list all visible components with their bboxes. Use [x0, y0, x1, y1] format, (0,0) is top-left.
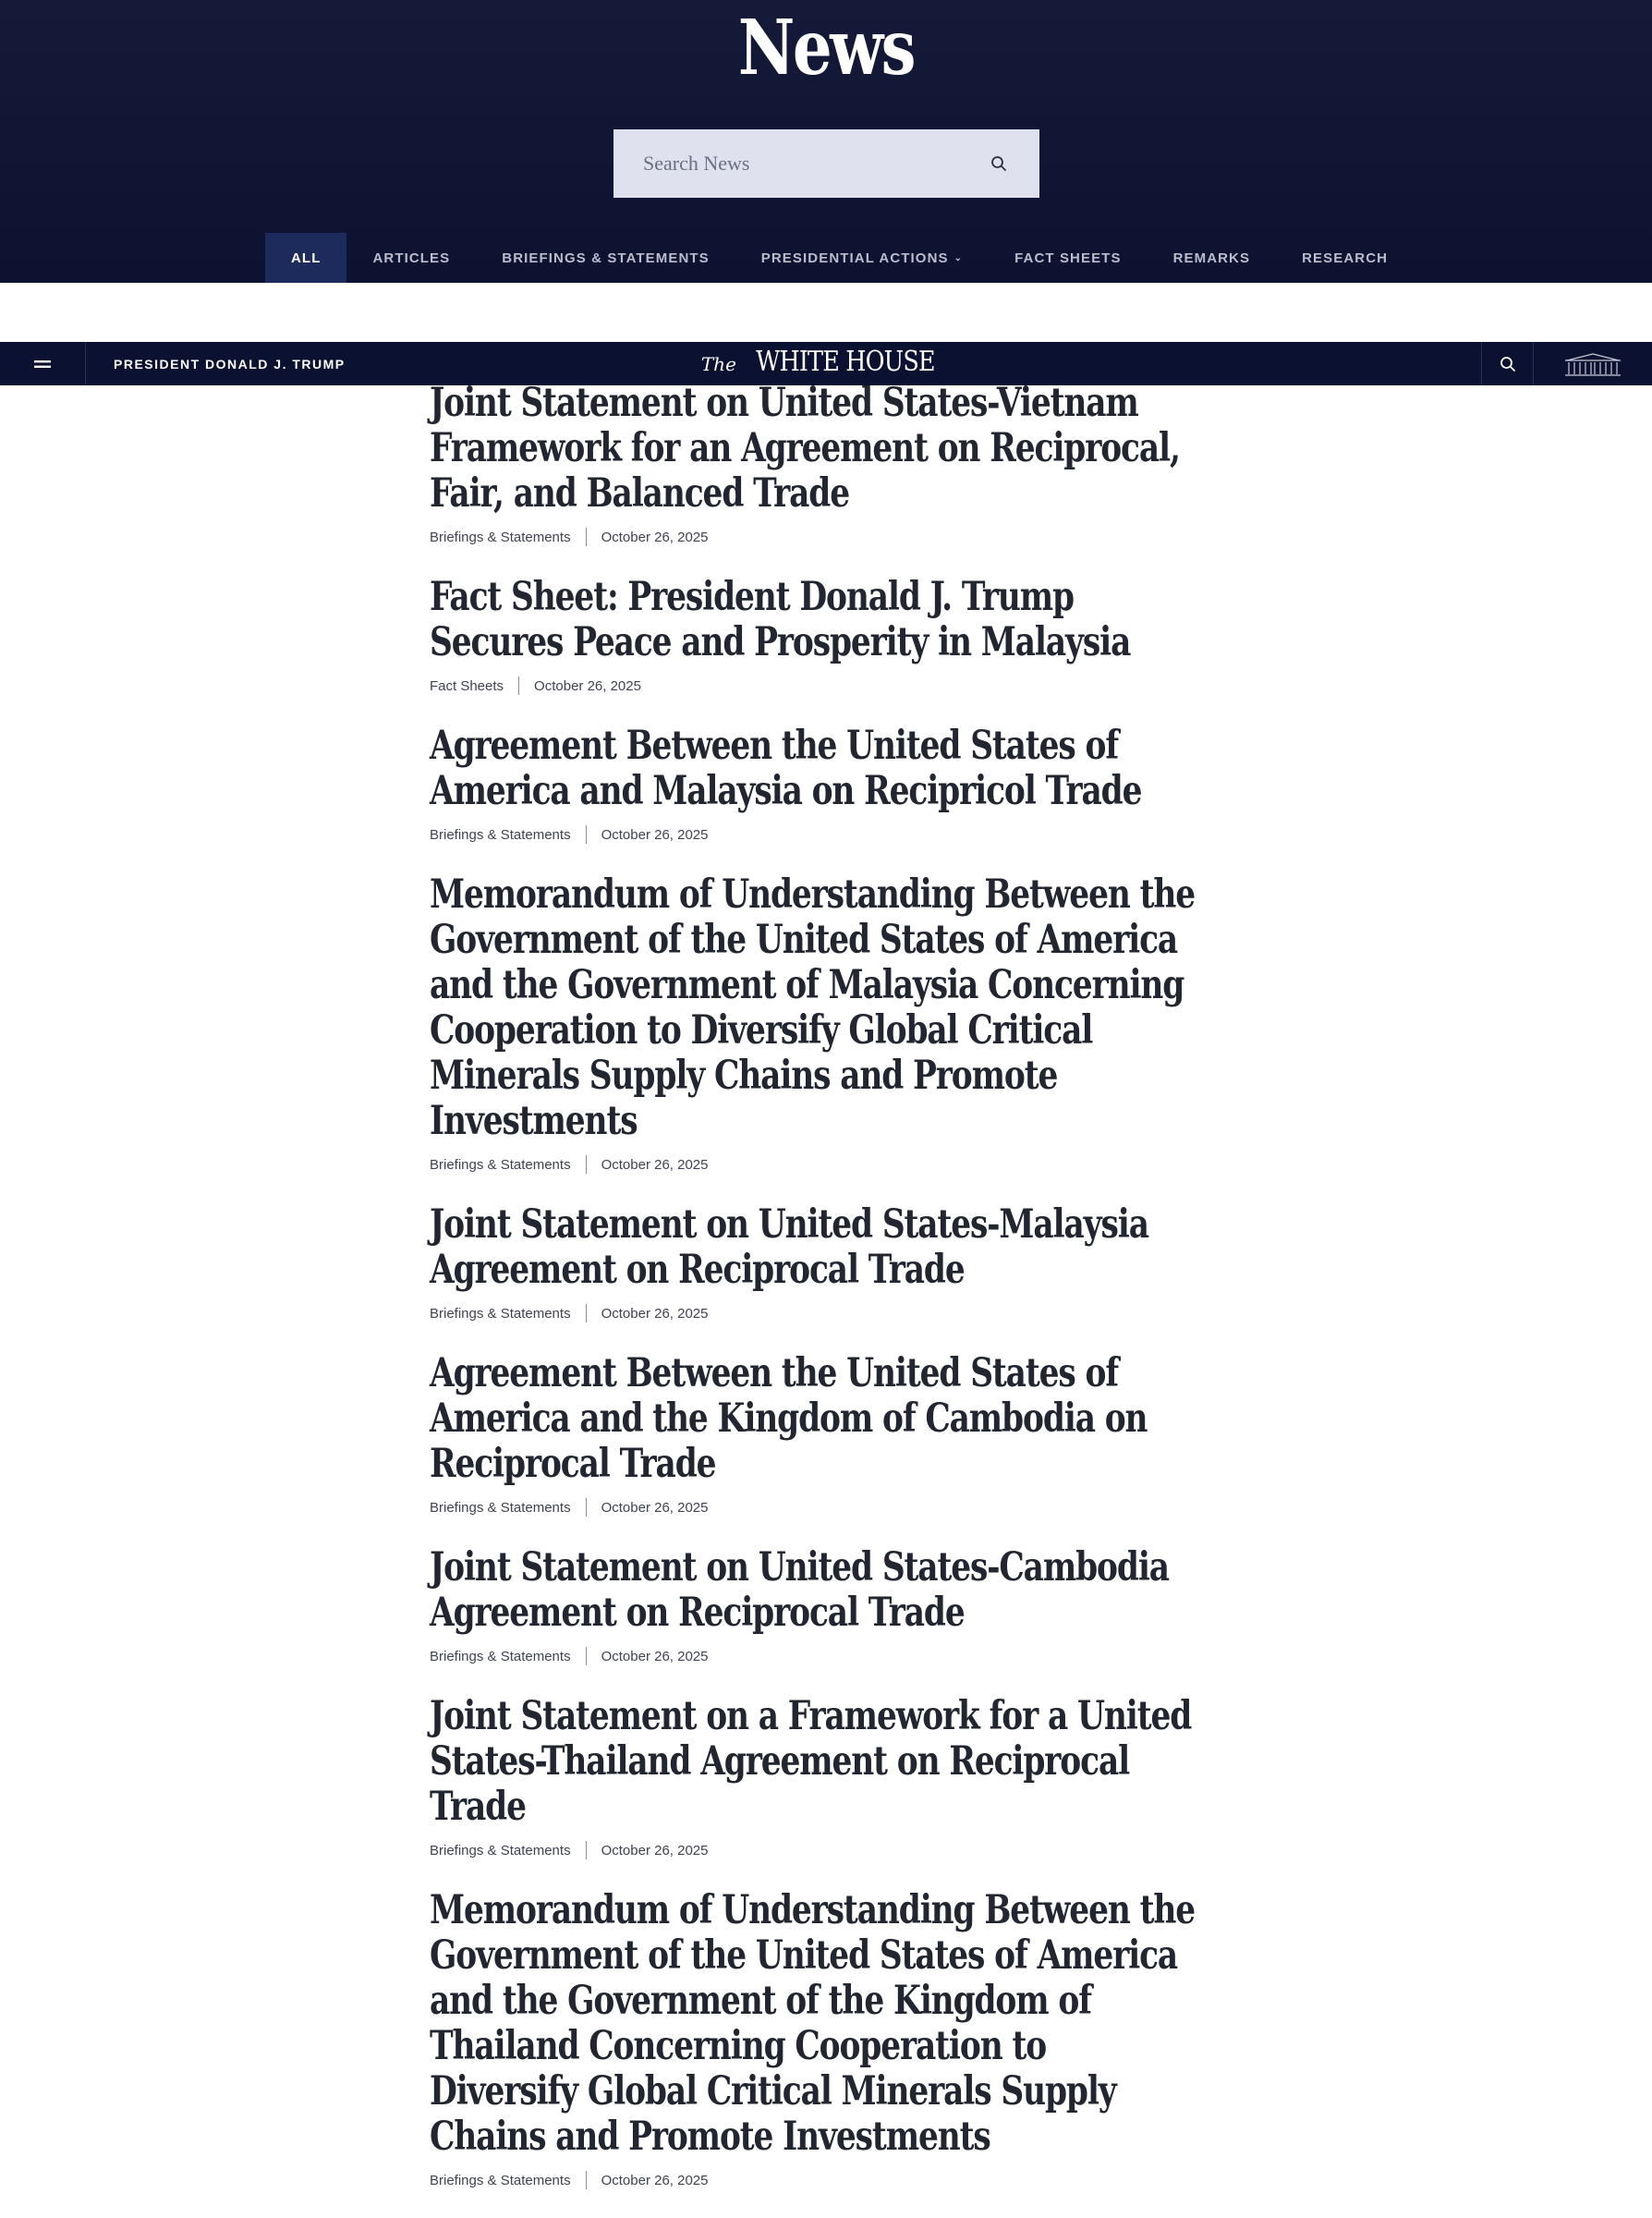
tab-briefings-statements[interactable]: BRIEFINGS & STATEMENTS	[502, 250, 710, 266]
news-item	[430, 1545, 1224, 1665]
news-item-title[interactable]: Memorandum of Understanding Between the Government of the United States of America and the Government of Malaysia Concerning Cooperation to Diversify Global Critical Minerals Supply Chains and Promote Investments	[430, 871, 1196, 1144]
news-item-date: October 26, 2025	[601, 1156, 709, 1173]
news-search	[613, 129, 1039, 198]
chevron-down-icon: ⌄	[954, 252, 964, 263]
home-link[interactable]	[1534, 342, 1652, 385]
meta-divider	[518, 676, 519, 695]
news-item-meta	[430, 825, 1224, 844]
tab-all[interactable]: ALL	[265, 233, 346, 283]
news-item-category[interactable]: Briefings & Statements	[430, 826, 571, 843]
news-item-meta	[430, 528, 1224, 546]
news-item-title[interactable]: Joint Statement on a Framework for a United States-Thailand Agreement on Reciprocal Trade	[430, 1693, 1192, 1830]
news-item-category[interactable]: Briefings & Statements	[430, 1499, 571, 1516]
meta-divider	[586, 1304, 587, 1322]
page-title: News	[737, 4, 915, 92]
tab-presidential-actions[interactable]: PRESIDENTIAL ACTIONS ⌄	[760, 250, 964, 266]
president-link[interactable]: PRESIDENT DONALD J. TRUMP	[114, 356, 346, 372]
news-item-date: October 26, 2025	[601, 1842, 709, 1858]
news-item	[430, 1351, 1224, 1517]
search-icon	[1500, 356, 1516, 372]
news-item-category[interactable]: Fact Sheets	[430, 677, 504, 694]
meta-divider	[586, 1498, 587, 1517]
news-item	[430, 724, 1224, 844]
news-item-meta	[430, 1304, 1224, 1322]
news-item-category[interactable]: Briefings & Statements	[430, 529, 571, 545]
news-item-date: October 26, 2025	[601, 1305, 709, 1322]
menu-icon	[34, 359, 51, 370]
news-list	[430, 381, 1224, 2218]
news-item-title[interactable]: Memorandum of Understanding Between the Government of the United States of America and the Government of the Kingdom of Thailand Concerning Cooperation to Diversify Global Critical Minerals Supply Chains and Promote Investments	[430, 1887, 1196, 2160]
news-item-category[interactable]: Briefings & Statements	[430, 1842, 571, 1858]
meta-divider	[586, 2171, 587, 2189]
news-item	[430, 872, 1224, 1174]
news-item-title[interactable]: Joint Statement on United States-Malaysia Agreement on Reciprocal Trade	[430, 1201, 1148, 1293]
news-item-category[interactable]: Briefings & Statements	[430, 1305, 571, 1322]
tab-fact-sheets[interactable]: FACT SHEETS	[1014, 250, 1122, 266]
white-house-icon	[1563, 351, 1622, 377]
news-item	[430, 1888, 1224, 2189]
news-item-date: October 26, 2025	[601, 2172, 709, 2188]
news-hero	[0, 0, 1652, 283]
meta-divider	[586, 825, 587, 844]
search-icon	[990, 155, 1007, 172]
news-item-meta	[430, 1647, 1224, 1665]
search-input[interactable]	[643, 152, 988, 176]
news-item-date: October 26, 2025	[534, 677, 641, 694]
news-item	[430, 1694, 1224, 1859]
news-item-title[interactable]: Joint Statement on United States-Vietnam Framework for an Agreement on Reciprocal, Fair, and Balanced Trade	[430, 380, 1180, 517]
menu-button[interactable]	[0, 342, 86, 385]
meta-divider	[586, 528, 587, 546]
news-item-meta	[430, 1155, 1224, 1174]
news-item-date: October 26, 2025	[601, 826, 709, 843]
news-filter-tabs	[265, 233, 1414, 283]
news-item-meta	[430, 2171, 1224, 2189]
news-item-date: October 26, 2025	[601, 529, 709, 545]
site-nav-bar	[0, 342, 1652, 385]
news-item-category[interactable]: Briefings & Statements	[430, 2172, 571, 2188]
logo-name: WHITE HOUSE	[756, 346, 936, 378]
news-item-category[interactable]: Briefings & Statements	[430, 1648, 571, 1664]
news-item-title[interactable]: Agreement Between the United States of America and the Kingdom of Cambodia on Reciprocal Trade	[430, 1350, 1148, 1487]
news-item-meta	[430, 676, 1224, 695]
tab-articles[interactable]: ARTICLES	[372, 250, 451, 266]
tab-remarks[interactable]: REMARKS	[1172, 250, 1251, 266]
news-item-title[interactable]: Fact Sheet: President Donald J. Trump Secures Peace and Prosperity in Malaysia	[430, 574, 1131, 665]
news-item-date: October 26, 2025	[601, 1499, 709, 1516]
news-item-meta	[430, 1498, 1224, 1517]
news-item-date: October 26, 2025	[601, 1648, 709, 1664]
news-item-category[interactable]: Briefings & Statements	[430, 1156, 571, 1173]
search-button[interactable]	[988, 152, 1010, 175]
news-item	[430, 381, 1224, 546]
news-item-meta	[430, 1841, 1224, 1859]
news-item	[430, 575, 1224, 695]
meta-divider	[586, 1647, 587, 1665]
logo-the: The	[700, 353, 736, 375]
tab-research[interactable]: RESEARCH	[1302, 250, 1389, 266]
meta-divider	[586, 1841, 587, 1859]
meta-divider	[586, 1155, 587, 1174]
news-item-title[interactable]: Agreement Between the United States of America and Malaysia on Recipricol Trade	[430, 723, 1142, 814]
news-item-title[interactable]: Joint Statement on United States-Cambodia Agreement on Reciprocal Trade	[430, 1544, 1169, 1636]
news-item	[430, 1202, 1224, 1322]
nav-search-button[interactable]	[1481, 342, 1534, 385]
